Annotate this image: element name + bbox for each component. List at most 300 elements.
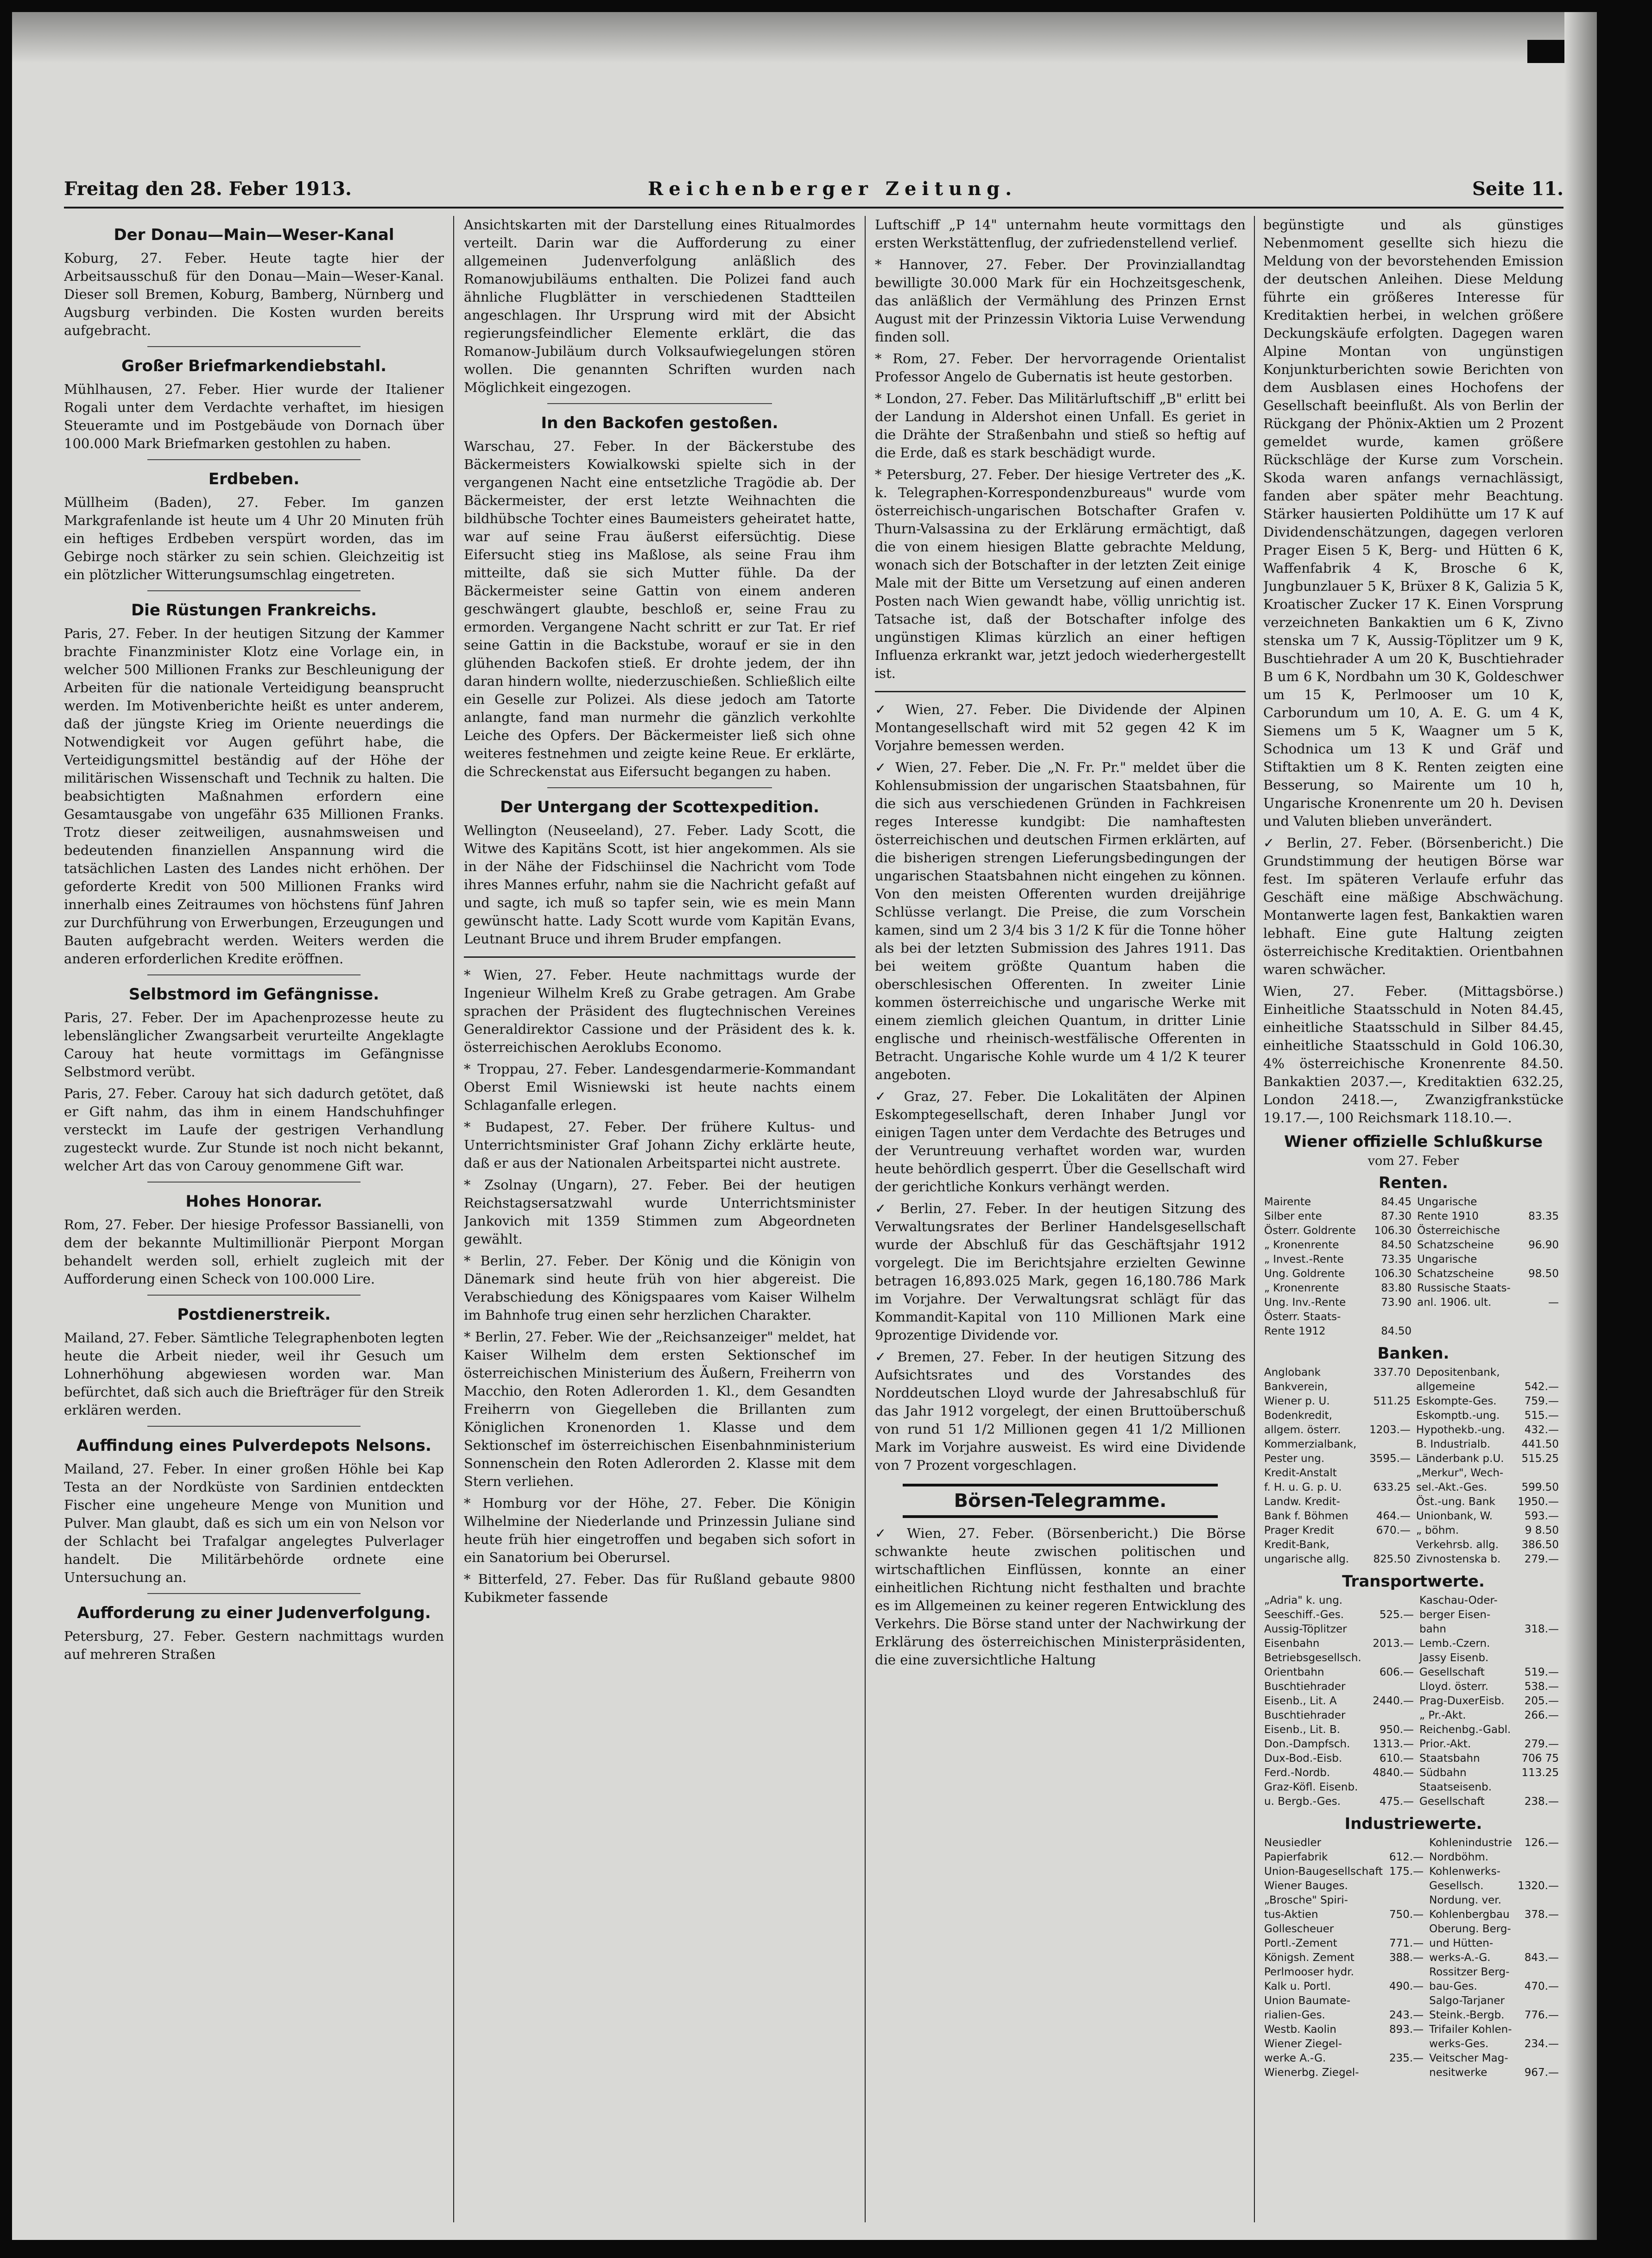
security-name: Anglobank [1264, 1366, 1321, 1379]
security-name: Eskompte-Ges. [1416, 1395, 1497, 1407]
security-name: Buschtiehrader [1264, 1681, 1346, 1693]
quote-value [1365, 1495, 1415, 1509]
security-name: Union Baumate- [1264, 1995, 1351, 2007]
quote-value [1523, 1224, 1563, 1238]
newspaper-page [12, 12, 1597, 2240]
quote-row [1263, 1252, 1563, 1267]
article-paragraph: * Troppau, 27. Feber. Landesgendarmerie-Kommandant Oberst Emil Wisniewski ist heute nachts einem Schlaganfalle erlegen. [464, 1061, 855, 1113]
quote-value: 96.90 [1528, 1239, 1559, 1251]
security-name: Kaschau-Oder- [1419, 1594, 1498, 1607]
quote-row [1263, 1394, 1563, 1409]
security-name: Wienerbg. Ziegel- [1264, 2067, 1359, 2079]
security-name: Kredit-Bank, [1264, 1539, 1329, 1551]
headline-rule [147, 1593, 361, 1594]
quote-row [1263, 1195, 1563, 1209]
security-name: Ung. Inv.-Rente [1264, 1297, 1346, 1309]
security-name [1416, 1324, 1523, 1339]
headline-rule [147, 346, 361, 347]
quote-value: 337.70 [1373, 1366, 1411, 1379]
security-name: allgemeine [1416, 1381, 1475, 1393]
article-paragraph: Paris, 27. Feber. Der im Apachenprozesse heute zu lebenslänglicher Zwangsarbeit verurteilte Angeklagte Carouy hat heute vormittags im Gefängnisse Selbstmord verübt. [64, 1010, 444, 1080]
column-rule [1254, 216, 1255, 2222]
quote-row [1263, 1509, 1563, 1524]
quote-value: 83.35 [1528, 1210, 1559, 1222]
quote-row [1263, 1466, 1563, 1480]
renten-heading: Renten. [1379, 1174, 1448, 1192]
security-name: Hypothekb.-ung. [1416, 1424, 1505, 1436]
security-name: berger Eisen- [1419, 1609, 1491, 1621]
quote-value [1365, 1538, 1415, 1552]
security-name: Südbahn [1419, 1767, 1467, 1779]
quote-value: 633.25 [1373, 1481, 1411, 1493]
article-separator [464, 956, 855, 958]
quote-value [1518, 1723, 1563, 1737]
security-name: Silber ente [1264, 1210, 1322, 1222]
quote-value [1515, 2023, 1563, 2037]
article-paragraph: Paris, 27. Feber. Carouy hat sich dadurch getötet, daß er Gift nahm, das ihm in einem Handschuhfinger versteckt im Laufe der gestrigen Verhandlung zugesteckt wurde. Zur Stunde ist noch nicht bekannt, welcher Art das von Carouy genommene Gift war. [64, 1086, 444, 1174]
industrie-heading: Industriewerte. [1344, 1815, 1482, 1833]
security-name: Aussig-Töplitzer [1264, 1623, 1347, 1635]
article-paragraph: Mailand, 27. Feber. Sämtliche Telegraphenboten legten heute die Arbeit nieder, weil ihr Gesuch um Lohnerhöhung abgewiesen worden war. Man befürchtet, daß sich auch die Briefträger für den Streik erklären werden. [64, 1330, 444, 1418]
quote-value: 378.— [1524, 1909, 1559, 1921]
security-name: Nordböhm. [1429, 1851, 1489, 1863]
quote-value: 515.— [1524, 1410, 1559, 1422]
article-paragraph: Müllheim (Baden), 27. Feber. Im ganzen Markgrafenlande ist heute um 4 Uhr 20 Minuten früh ein heftiges Erdbeben verspürt worden, das im Gebirge noch stärker zu sein schien. Gleichzeitig ist ein plötzlicher Witterungsumschlag eingetreten. [64, 494, 444, 582]
security-name: Mairente [1264, 1196, 1311, 1208]
quote-row [1263, 1224, 1563, 1238]
article-paragraph: Mailand, 27. Feber. In einer großen Höhle bei Kap Testa an der Nordküste von Sardinien entdeckten Fischer eine ungeheure Menge von Munition und Pulver. Man glaubt, daß es sich um ein von Nelson vor der Schlacht bei Trafalgar angelegtes Pulverlager handelt. Die Militärbehörde ordnete eine Untersuchung an. [64, 1461, 444, 1585]
quote-value: 9 8.50 [1525, 1524, 1559, 1537]
article-headline: Aufforderung zu einer Judenverfolgung. [77, 1604, 431, 1622]
security-name: Papierfabrik [1264, 1851, 1328, 1863]
security-name: Gesellschaft [1419, 1666, 1485, 1678]
quote-value: 238.— [1524, 1796, 1559, 1808]
quote-row [1263, 1795, 1563, 1809]
security-name: Bodenkredit, [1264, 1410, 1332, 1422]
quote-value: 670.— [1376, 1524, 1411, 1537]
quote-row [1263, 1423, 1563, 1437]
quote-row [1263, 1780, 1563, 1795]
security-name: anl. 1906. ult. [1417, 1297, 1492, 1309]
quote-row [1263, 1865, 1563, 1879]
security-name: Seeschiff.-Ges. [1264, 1609, 1344, 1621]
security-name: Kohlenwerks- [1429, 1866, 1500, 1878]
quote-value: 593.— [1524, 1510, 1559, 1522]
quote-value [1387, 1893, 1428, 1908]
headline-rule [547, 787, 772, 788]
market-paragraph: begünstigte und als günstiges Nebenmoment gesellte sich hiezu die Meldung von der bevorstehenden Emission der deutschen Anleihen. Diese Meldung führte ein größeres Interesse für Kreditaktien herbei, in welchen größere Deckungskäufe erfolgten. Dagegen waren Alpine Montan von ungünstigen Konjunkturberichten sowie Berichten von dem Ausblasen eines Hochofens der Gesellschaft beeinflußt. Als von Berlin der Rückgang der Phönix-Aktien um 2 Prozent gemeldet wurde, kamen größere Rückschläge der Kurse zum Vorschein. Skoda waren anfangs vernachlässigt, fanden aber später mehr Beachtung. Stärker hausierten Poldihütte um 17 K auf Dividendenschätzungen, dagegen verloren Prager Eisen 5 K, Berg- und Hütten 6 K, Waffenfabrik 4 K, Brosche 6 K, Jungbunzlauer 5 K, Brüxer 8 K, Galizia 5 K, Kroatischer Zucker 17 K. Einen Vorsprung verzeichneten Bankaktien um 6 K, Zivno stenska um 7 K, Aussig-Töplitzer um 9 K, Buschtiehrader A um 20 K, Buschtiehrader B um 6 K, Nordbahn um 30 K, Goldeschwer um 15 K, Perlmooser um 10 K, Carborundum um 10, A. E. G. um 4 K, Siemens um 5 K, Waagner um 5 K, Schodnica um 13 K und Gräf und Stiftaktien um 8 K. Renten zeigten eine Besserung, so Mairente um 10 h, Ungarische Kronenrente um 20 h. Devisen und Valuten blieben unverändert. [1263, 217, 1563, 829]
quote-row [1263, 1538, 1563, 1552]
quote-value: 750.— [1389, 1909, 1424, 1921]
quote-row [1263, 1723, 1563, 1737]
quote-value: 1313.— [1373, 1738, 1414, 1750]
article-paragraph: Warschau, 27. Feber. In der Bäckerstube des Bäckermeisters Kowialkowski spielte sich in der vergangenen Nacht eine entsetzliche Tragödie ab. Der Bäckermeister, der erst letzte Weihnachten die bildhübsche Tochter eines Baumeisters geheiratet hatte, war auf seine Frau äußerst eifersüchtig. Diese Eifersucht stieg ins Maßlose, als seine Frau ihm mitteilte, daß sie sich Mutter fühle. Da der Bäckermeister seine Gattin von einem anderen geschwängert glaubte, beschloß er, seine Frau zu ermorden. Vergangene Nacht schritt er zur Tat. Er rief seine Gattin in die Backstube, worauf er sie in den glühenden Backofen stieß. Er drohte jedem, der ihn daran hindern wollte, niederzuschießen. Schließlich eilte ein Geselle zur Polizei. Als diese jedoch am Tatorte anlangte, fand man nurmehr die gänzlich verkohlte Leiche des Opfers. Der Bäckermeister ließ sich ohne weiteres festnehmen und zeigte keine Reue. Er erklärte, die Schreckenstat aus Eifersucht begangen zu haben. [464, 438, 855, 779]
quote-value [1523, 1281, 1563, 1296]
quote-value: 279.— [1524, 1738, 1559, 1750]
quote-row [1263, 1409, 1563, 1423]
closing-prices-date: vom 27. Feber [1367, 1154, 1459, 1168]
security-name: Wiener Bauges. [1264, 1880, 1348, 1892]
headline-rule [147, 459, 361, 460]
security-name: Öst.-ung. Bank [1416, 1496, 1495, 1508]
quote-value: 175.— [1389, 1866, 1424, 1878]
quote-value [1368, 1310, 1416, 1324]
article-paragraph: Rom, 27. Feber. Der hiesige Professor Bassianelli, von dem der bekannte Multimillionär Pierpont Morgan behandelt werden soll, erhielt zugleich mit der Aufforderung einen Scheck von 100.000 Lire. [64, 1217, 444, 1287]
security-name: nesitwerke [1429, 2067, 1487, 2079]
quote-value: 1320.— [1518, 1880, 1559, 1892]
security-name: Kredit-Anstalt [1264, 1467, 1337, 1479]
headline-rule [147, 974, 361, 975]
article-paragraph: ✓ Wien, 27. Feber. Die Dividende der Alpinen Montangesellschaft wird mit 52 gegen 42 K im Vorjahre bemessen werden. [875, 702, 1246, 753]
quote-row [1263, 1296, 1563, 1310]
quote-value: 525.— [1379, 1609, 1414, 1621]
quote-row [1263, 1238, 1563, 1252]
article-paragraph: ✓ Wien, 27. Feber. Die „N. Fr. Pr." meldet über die Kohlensubmission der ungarischen Staatsbahnen, für die sich aus verschiedenen Gründen in Fachkreisen reges Interesse kundgibt: Die namhaftesten österreichischen und deutschen Firmen erklärten, auf die bisherigen strengen Lieferungsbedingungen der ungarischen Staatsbahnen nicht eingehen zu können. Von den meisten Offerenten wurden dreijährige Schlüsse verlangt. Die Preise, die zum Vorschein kamen, sind um 2 3/4 bis 3 1/2 K für die Tonne höher als bei der letzten Submission des Jahres 1911. Das bei weitem größte Quantum haben die oberschlesischen Offerenten. In zweiter Linie kommen österreichische und ungarische Werke mit einem ziemlich gleichen Quantum, in dritter Linie englische und rheinisch-westfälische Offerenten in Betracht. Ungarische Kohle wurde um 4 1/2 K teurer angeboten. [875, 759, 1246, 1082]
column-1 [64, 216, 444, 2222]
security-name: Betriebsgesellsch. [1264, 1652, 1361, 1664]
quote-row [1263, 1737, 1563, 1752]
quote-row [1263, 1936, 1563, 1951]
security-name: Trifailer Kohlen- [1429, 2024, 1512, 2036]
quote-value [1523, 1252, 1563, 1267]
quote-value: 126.— [1524, 1837, 1559, 1849]
quote-value [1523, 1195, 1563, 1209]
quote-value: 106.30 [1374, 1268, 1412, 1280]
quote-row [1263, 1594, 1563, 1608]
page-number: Seite 11. [1472, 178, 1563, 200]
quote-row [1263, 1437, 1563, 1452]
article-paragraph: * Wien, 27. Feber. Heute nachmittags wurde der Ingenieur Wilhelm Kreß zu Grabe getragen. Am Grabe sprachen der Präsident des flugtechnischen Vereines Generaldirektor Cassione und der Präsident des k. k. österreichischen Aeroklubs Economo. [464, 967, 855, 1055]
article-headline: Selbstmord im Gefängnisse. [128, 985, 380, 1004]
article-headline: Die Rüstungen Frankreichs. [131, 601, 377, 620]
quote-row [1263, 1893, 1563, 1908]
quote-value [1369, 1594, 1418, 1608]
quote-value [1369, 1708, 1418, 1723]
quote-value: 612.— [1389, 1851, 1424, 1863]
quote-row [1263, 1766, 1563, 1780]
quote-value [1387, 1922, 1428, 1936]
quote-value [1365, 1380, 1415, 1394]
quote-value [1515, 1893, 1563, 1908]
quote-value: 950.— [1379, 1724, 1414, 1736]
quote-row [1263, 1752, 1563, 1766]
quote-row [1263, 1965, 1563, 1980]
security-name: Schatzscheine [1417, 1239, 1494, 1251]
security-name: Unionbank, W. [1416, 1510, 1493, 1522]
quote-row [1263, 1951, 1563, 1965]
quote-row [1263, 1608, 1563, 1622]
security-name: „ böhm. [1416, 1524, 1459, 1537]
security-name: werke A.-G. [1264, 2052, 1326, 2064]
quote-value: 967.— [1524, 2067, 1559, 2079]
article-paragraph: ✓ Berlin, 27. Feber. In der heutigen Sitzung des Verwaltungsrates der Berliner Handelsgesellschaft wurde der Abschluß für das Geschäftsjahr 1912 vorgelegt. Die im Berichtsjahre erzielten Gewinne betragen 16,893.025 Mark, gegen 16,180.786 Mark im Vorjahre. Der Verwaltungsrat schlägt für das Kommandit-Kapital von 110 Millionen Mark eine 9prozentige Dividende vor. [875, 1201, 1246, 1343]
security-name: Reichenbg.-Gabl. [1419, 1724, 1511, 1736]
quote-row [1263, 1994, 1563, 2008]
security-name: Wiener p. U. [1264, 1395, 1330, 1407]
security-name: Rente 1912 [1264, 1325, 1326, 1337]
article-headline: Hohes Honorar. [185, 1192, 323, 1211]
quote-row [1263, 1922, 1563, 1936]
quote-value: 776.— [1524, 2009, 1559, 2021]
issue-date: Freitag den 28. Feber 1913. [64, 178, 352, 200]
security-name: Don.-Dampfsch. [1264, 1738, 1350, 1750]
headline-rule [147, 590, 361, 591]
security-name: Schatzscheine [1417, 1268, 1494, 1280]
quote-value [1523, 1324, 1563, 1339]
page-header [64, 178, 1563, 202]
quote-value [1518, 1608, 1563, 1622]
security-name: Österreichische [1417, 1225, 1500, 1237]
security-name: Kommerzialbank, [1264, 1438, 1357, 1450]
scan-shadow-right [1564, 12, 1597, 2240]
quote-value [1369, 1622, 1418, 1637]
quote-value: 464.— [1376, 1510, 1411, 1522]
quote-row [1263, 1281, 1563, 1296]
quote-value: 279.— [1524, 1553, 1559, 1565]
quote-row [1263, 1324, 1563, 1339]
quote-row [1263, 2051, 1563, 2066]
security-name: Prior.-Akt. [1419, 1738, 1471, 1750]
quote-value [1515, 1936, 1563, 1951]
quote-value: 1950.— [1518, 1496, 1559, 1508]
quote-row [1263, 1637, 1563, 1651]
security-name: Prag-DuxerEisb. [1419, 1695, 1505, 1707]
headline-rule [147, 1426, 361, 1427]
quote-value [1365, 1437, 1415, 1452]
security-name: Zivnostenska b. [1416, 1553, 1501, 1565]
quote-value: 475.— [1379, 1796, 1414, 1808]
security-name: Veitscher Mag- [1429, 2052, 1508, 2064]
quote-row [1263, 1209, 1563, 1224]
security-name: rialien-Ges. [1264, 2009, 1325, 2021]
quote-value: 542.— [1524, 1381, 1559, 1393]
security-name: u. Bergb.-Ges. [1264, 1796, 1341, 1808]
article-paragraph: * Bitterfeld, 27. Feber. Das für Rußland gebaute 9800 Kubikmeter fassende [464, 1571, 855, 1605]
quote-value: 470.— [1524, 1980, 1559, 1992]
security-name: Rente 1910 [1417, 1210, 1479, 1222]
security-name: Gollescheuer [1264, 1923, 1334, 1935]
security-name: Graz-Köfl. Eisenb. [1264, 1781, 1358, 1793]
quote-value: 893.— [1389, 2024, 1424, 2036]
quote-value [1515, 1994, 1563, 2008]
article-paragraph: ✓ Graz, 27. Feber. Die Lokalitäten der Alpinen Eskomptegesellschaft, deren Inhaber Jungl vor einigen Tagen unter dem Verdachte des Betruges und der Veruntreuung verhaftet worden war, wurden heute behördlich gesperrt. Über die Gesellschaft wird der gerichtliche Konkurs verhängt werden. [875, 1088, 1246, 1195]
security-name: bahn [1419, 1623, 1446, 1635]
quote-value [1369, 1680, 1418, 1694]
security-name: Bank f. Böhmen [1264, 1510, 1348, 1522]
market-paragraph: ✓ Berlin, 27. Feber. (Börsenbericht.) Die Grundstimmung der heutigen Börse war fest. Im späteren Verlaufe erfuhr das Geschäft eine mäßige Abschwächung. Montanwerte lagen fest, Bankaktien waren lebhaft. Eine gute Haltung zeigten österreichische Kreditaktien. Orientbahnen waren schwächer. [1263, 835, 1563, 977]
quote-row [1263, 1908, 1563, 1922]
security-name: Kohlenbergbau [1429, 1909, 1510, 1921]
quote-value: 432.— [1524, 1424, 1559, 1436]
quote-value: 606.— [1379, 1666, 1414, 1678]
article-paragraph: * Budapest, 27. Feber. Der frühere Kultus- und Unterrichtsminister Graf Johann Zichy erklärte heute, daß er aus der Nationalen Arbeitspartei nicht austrete. [464, 1119, 855, 1171]
column-rule [453, 216, 454, 2222]
quote-value: 3595.— [1369, 1453, 1411, 1465]
quote-value: 386.50 [1521, 1539, 1559, 1551]
quote-value: 73.35 [1381, 1253, 1412, 1265]
quote-row [1263, 1708, 1563, 1723]
security-name: Eskomptb.-ung. [1416, 1410, 1500, 1422]
security-name: Depositenbank, [1416, 1366, 1500, 1379]
article-paragraph: Paris, 27. Feber. In der heutigen Sitzung der Kammer brachte Finanzminister Klotz eine Vorlage ein, in welcher 500 Millionen Franks zur Beschleunigung der Arbeiten für die nationale Verteidigung beansprucht werden. Im Motivenberichte heißt es unter anderem, daß der jüngste Krieg im Oriente neuerdings die Notwendigkeit vor Augen geführt habe, die Verteidigungsmittel beständig auf der Höhe der militärischen Wissenschaft und Technik zu halten. Die beabsichtigten Maßnahmen erfordern eine Gesamtausgabe von ungefähr 635 Millionen Franks. Trotz dieser zeitweiligen, ausnahmsweisen und bedeutenden finanziellen Anspannung wird die tatsächlichen Lasten des Landes nicht erhöhen. Der geforderte Kredit von 500 Millionen Franks wird innerhalb eines Zeitraumes von höchstens fünf Jahren zur Durchführung von Erwerbungen, Erzeugungen und Bauten aufgebracht werden. Weiters werden die anderen erforderlichen Kredite eröffnen. [64, 626, 444, 967]
quote-row [1263, 2023, 1563, 2037]
security-name: Österr. Goldrente [1264, 1225, 1356, 1237]
article-headline: In den Backofen gestoßen. [541, 414, 779, 432]
renten-table [1263, 1195, 1563, 1339]
security-name: sel.-Akt.-Ges. [1416, 1481, 1487, 1493]
quote-value [1518, 1651, 1563, 1665]
quote-value: 825.50 [1373, 1553, 1411, 1565]
quote-value: 73.90 [1381, 1297, 1412, 1309]
quote-value [1518, 1594, 1563, 1608]
quote-row [1263, 2037, 1563, 2051]
quote-value [1387, 1879, 1428, 1893]
column-rule [865, 216, 866, 2222]
scan-shadow-top [12, 12, 1597, 63]
security-name: allgem. österr. [1264, 1424, 1341, 1436]
quote-row [1263, 1480, 1563, 1495]
article-paragraph: * Berlin, 27. Feber. Der König und die Königin von Dänemark sind heute früh von hier abgereist. Die Verabschiedung des Königspaares vom Kaiser Wilhelm im Bahnhofe trug einen sehr herzlichen Charakter. [464, 1253, 855, 1323]
quote-value [1515, 1865, 1563, 1879]
security-name: Gesellsch. [1429, 1880, 1484, 1892]
security-name: Russische Staats- [1417, 1282, 1511, 1294]
headline-rule [147, 1295, 361, 1296]
security-name: Dux-Bod.-Eisb. [1264, 1752, 1342, 1765]
security-name: Königsh. Zement [1264, 1952, 1355, 1964]
security-name: Prager Kredit [1264, 1524, 1334, 1537]
quote-value [1523, 1310, 1563, 1324]
security-name: Länderbank p.U. [1416, 1453, 1504, 1465]
quote-value [1513, 1366, 1563, 1380]
article-paragraph: * Petersburg, 27. Feber. Der hiesige Vertreter des „K. k. Telegraphen-Korrespondenzbureaus" wurde vom österreichisch-ungarischen Botschafter Grafen v. Thurn-Valsassina zu der Erklärung ermächtigt, daß die von einem hiesigen Blatte gebrachte Meldung, wonach sich der Botschafter in der letzten Zeit einige Male mit der Bitte um Versetzung auf einen anderen Posten nach Wien gewandt habe, völlig unrichtig ist. Tatsache ist, daß der Botschafter infolge des ungünstigen Klimas kürzlich an einer heftigen Influenza erkrankt war, jetzt jedoch wiederhergestellt ist. [875, 467, 1246, 681]
transport-heading: Transportwerte. [1342, 1572, 1485, 1591]
scan-tab-mark [1527, 40, 1564, 63]
security-name: Lemb.-Czern. [1419, 1638, 1490, 1650]
security-name: Staatsbahn [1419, 1752, 1480, 1765]
quote-value: 2440.— [1373, 1695, 1414, 1707]
column-4 [1263, 216, 1563, 2222]
article-paragraph: Koburg, 27. Feber. Heute tagte hier der Arbeitsausschuß für den Donau—Main—Weser-Kanal. Dieser soll Bremen, Koburg, Bamberg, Nürnberg und Augsburg verbinden. Die Kosten wurden bereits aufgebracht. [64, 250, 444, 338]
security-name: „Brosche" Spiri- [1264, 1894, 1348, 1906]
security-name: werks-Ges. [1429, 2038, 1489, 2050]
transport-table [1263, 1594, 1563, 1809]
quote-value: 106.30 [1374, 1225, 1412, 1237]
security-name: Eisenb., Lit. B. [1264, 1724, 1341, 1736]
quote-value [1518, 1637, 1563, 1651]
quote-value: 84.50 [1381, 1239, 1412, 1251]
quote-value [1387, 2037, 1428, 2051]
column-3 [875, 216, 1246, 2222]
security-name: Bankverein, [1264, 1381, 1328, 1393]
security-name: Ungarische [1417, 1253, 1477, 1265]
security-name: bau-Ges. [1429, 1980, 1477, 1992]
industrie-table [1263, 1836, 1563, 2080]
article-paragraph: Luftschiff „P 14" unternahm heute vormittags den ersten Werkstättenflug, der zufriedenstellend verlief. [875, 217, 1246, 251]
article-paragraph: Wellington (Neuseeland), 27. Feber. Lady Scott, die Witwe des Kapitäns Scott, ist hier angekommen. Als sie in der Nähe der Fidschiinsel die Nachricht vom Tode ihres Mannes erfuhr, nahm sie die Nachricht gefaßt auf und sagte, ich muß so tapfer sein, wie es mein Mann gewünscht hatte. Lady Scott wurde vom Kapitän Evans, Leutnant Bruce und ihrem Bruder empfangen. [464, 822, 855, 947]
quote-value: 706 75 [1521, 1752, 1559, 1765]
article-paragraph: * Berlin, 27. Feber. Wie der „Reichsanzeiger" meldet, hat Kaiser Wilhelm dem ersten Sektionschef im österreichischen Ministerium des Äußern, Freiherrn von Macchio, den Roten Adlerorden 1. Kl., dem Gesandten Freiherrn von Giegelleben die Brillanten zum Königlichen Kronenorden 1. Klasse und dem Sektionschef im österreichischen Eisenbahnministerium Sonnenschein den Roten Adlerorden 2. Klasse mit dem Stern verliehen. [464, 1329, 855, 1489]
quote-value [1387, 1965, 1428, 1980]
security-name: „Adria" k. ung. [1264, 1594, 1343, 1607]
article-headline: Der Untergang der Scottexpedition. [500, 798, 819, 816]
security-name: Oberung. Berg- [1429, 1923, 1511, 1935]
quote-value [1515, 1922, 1563, 1936]
security-name: Eisenbahn [1264, 1638, 1320, 1650]
security-name: Gesellschaft [1419, 1796, 1485, 1808]
quote-value: 519.— [1524, 1666, 1559, 1678]
quote-row [1263, 1980, 1563, 1994]
security-name [1416, 1310, 1523, 1324]
quote-value: 84.45 [1381, 1196, 1412, 1208]
article-paragraph: ✓ Wien, 27. Feber. (Börsenbericht.) Die Börse schwankte heute zwischen politischen und wirtschaftlichen Einflüssen, konnte an einer einheitlichen Richtung nicht festhalten und brachte es im Allgemeinen zu keiner regeren Entwicklung des Verkehrs. Die Börse stand unter der Nachwirkung der Erklärung des österreichischen Ministerpräsidenten, die eine zuversichtliche Haltung [875, 1525, 1246, 1668]
security-name: B. Industrialb. [1416, 1438, 1491, 1450]
security-name: Salgo-Tarjaner [1429, 1995, 1505, 2007]
security-name: ungarische allg. [1264, 1553, 1349, 1565]
quote-value [1369, 1780, 1418, 1795]
quote-value: 538.— [1524, 1681, 1559, 1693]
security-name: Lloyd. österr. [1419, 1681, 1489, 1693]
quote-row [1263, 1694, 1563, 1708]
quote-value: 235.— [1389, 2052, 1424, 2064]
security-name: Nordung. ver. [1429, 1894, 1501, 1906]
security-name: Buschtiehrader [1264, 1709, 1346, 1721]
quote-row [1263, 1836, 1563, 1850]
quote-row [1263, 1267, 1563, 1281]
quote-value: 83.80 [1381, 1282, 1412, 1294]
quote-value: 113.25 [1521, 1767, 1559, 1779]
headline-rule [547, 403, 772, 404]
quote-row [1263, 1651, 1563, 1665]
quote-value [1515, 1965, 1563, 1980]
security-name: werks-A.-G. [1429, 1952, 1491, 1964]
article-paragraph: Ansichtskarten mit der Darstellung eines Ritualmordes verteilt. Darin war die Aufforderung zu einer allgemeinen Judenverfolgung anläßlich des Romanowjubiläums enthalten. Die Polizei fand auch ähnliche Flugblätter in verschiedenen Stadtteilen angeschlagen. Ihr Ursprung wird mit der Absicht regierungsfeindlicher Elemente erklärt, die das Romanow-Jubiläum durch Volksaufwiegelungen stören wollen. Die genannten Schriften wurden nach Möglichkeit eingezogen. [464, 217, 855, 395]
article-paragraph: * Homburg vor der Höhe, 27. Feber. Die Königin Wilhelmine der Niederlande und Prinzessin Juliane sind heute früh hier eingetroffen und begaben sich sofort in ein Sanatorium bei Oberursel. [464, 1495, 855, 1565]
security-name: „ Pr.-Akt. [1419, 1709, 1466, 1721]
quote-value [1518, 1780, 1563, 1795]
quote-value: 243.— [1389, 2009, 1424, 2021]
column-2 [464, 216, 855, 2222]
quote-value [1365, 1466, 1415, 1480]
security-name: Ungarische [1417, 1196, 1477, 1208]
quote-row [1263, 1622, 1563, 1637]
article-paragraph: * Zsolnay (Ungarn), 27. Feber. Bei der heutigen Reichstagsersatzwahl wurde Unterrichtsminister Jankovich mit 1359 Stimmen zum Abgeordneten gewählt. [464, 1177, 855, 1247]
quote-value: 388.— [1389, 1952, 1424, 1964]
quote-value: 98.50 [1528, 1268, 1559, 1280]
quote-value: 771.— [1389, 1937, 1424, 1949]
security-name: Steink.-Bergb. [1429, 2009, 1505, 2021]
quote-value: 266.— [1524, 1709, 1559, 1721]
security-name: und Hütten- [1429, 1937, 1494, 1949]
newspaper-title: Reichenberger Zeitung. [648, 178, 1018, 200]
security-name: Landw. Kredit- [1264, 1496, 1340, 1508]
article-paragraph: * Rom, 27. Feber. Der hervorragende Orientalist Professor Angelo de Gubernatis ist heute gestorben. [875, 351, 1246, 385]
quote-row [1263, 1552, 1563, 1567]
quote-value: 610.— [1379, 1752, 1414, 1765]
quote-value: 205.— [1524, 1695, 1559, 1707]
security-name: Pester ung. [1264, 1453, 1325, 1465]
security-name: Eisenb., Lit. A [1264, 1695, 1337, 1707]
quote-value: 843.— [1524, 1952, 1559, 1964]
article-separator [875, 691, 1246, 692]
article-headline: Der Donau—Main—Weser-Kanal [114, 226, 394, 244]
quote-row [1263, 1495, 1563, 1509]
security-name: „ Kronenrente [1264, 1282, 1339, 1294]
quote-row [1263, 1366, 1563, 1380]
security-name: Perlmooser hydr. [1264, 1966, 1354, 1978]
security-name: Wiener Ziegel- [1264, 2038, 1342, 2050]
quote-value [1515, 2051, 1563, 2066]
article-headline: Großer Briefmarkendiebstahl. [121, 357, 387, 375]
